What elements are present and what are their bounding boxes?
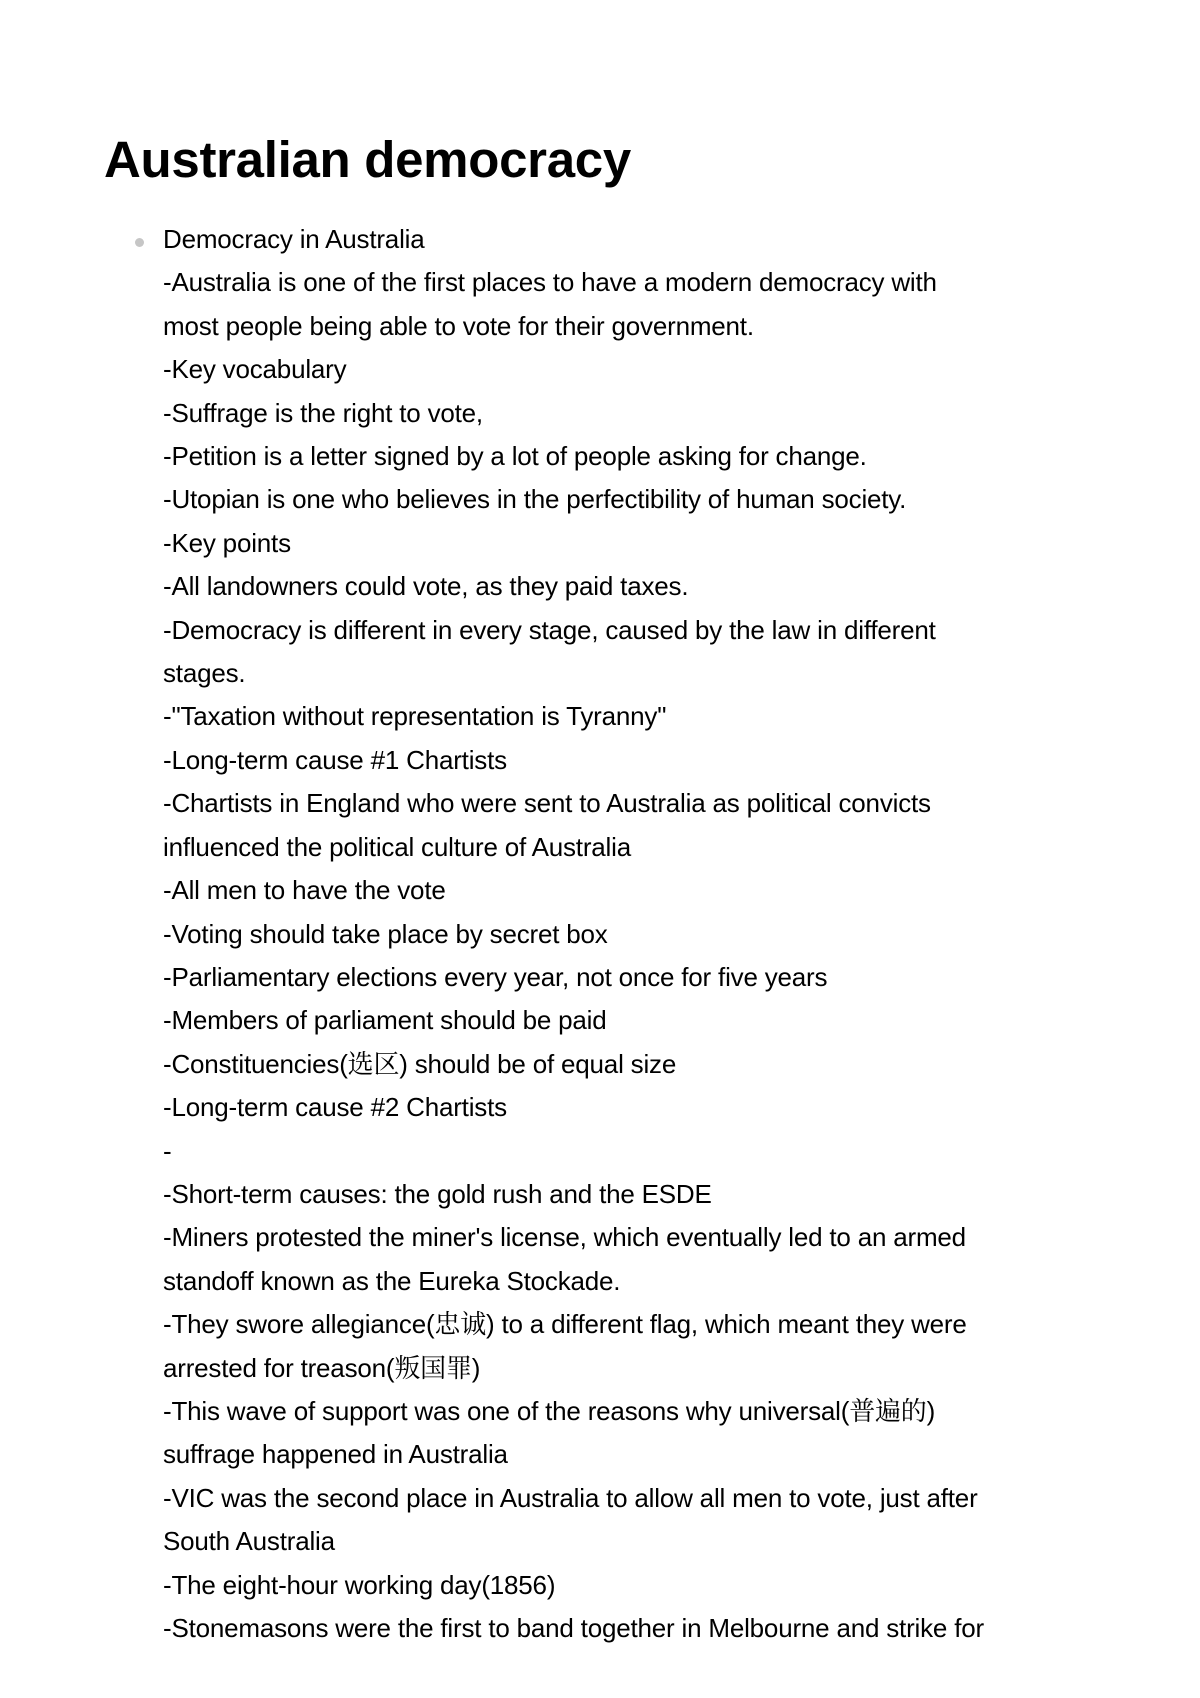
page-title: Australian democracy	[104, 131, 631, 188]
note-line: -Long-term cause #1 Chartists	[163, 744, 507, 775]
note-line: standoff known as the Eureka Stockade.	[163, 1265, 621, 1296]
note-line: -They swore allegiance(忠诚) to a different flag, which meant they were	[163, 1309, 967, 1340]
note-line: -Democracy is different in every stage, caused by the law in different	[163, 614, 936, 645]
note-line: -This wave of support was one of the reasons why universal(普遍的)	[163, 1395, 936, 1426]
note-line: -Key points	[163, 527, 291, 558]
note-line: -Short-term causes: the gold rush and the ESDE	[163, 1178, 712, 1209]
note-line: -Key vocabulary	[163, 354, 347, 385]
note-line: -Suffrage is the right to vote,	[163, 397, 483, 428]
note-line: -Parliamentary elections every year, not once for five years	[163, 961, 828, 992]
note-line: -Miners protested the miner's license, which eventually led to an armed	[163, 1222, 966, 1253]
note-line: -Australia is one of the first places to have a modern democracy with	[163, 267, 937, 298]
note-line: -The eight-hour working day(1856)	[163, 1569, 556, 1600]
note-line: -	[163, 1135, 172, 1166]
note-line: -Stonemasons were the first to band together in Melbourne and strike for	[163, 1613, 984, 1643]
note-line: influenced the political culture of Australia	[163, 831, 631, 862]
note-line: -All men to have the vote	[163, 875, 446, 906]
note-line: -All landowners could vote, as they paid taxes.	[163, 571, 689, 602]
note-line: most people being able to vote for their government.	[163, 310, 754, 341]
note-line: -Long-term cause #2 Chartists	[163, 1092, 507, 1123]
note-line: -"Taxation without representation is Tyranny"	[163, 701, 667, 732]
note-line: Democracy in Australia	[163, 224, 425, 254]
note-line: -Voting should take place by secret box	[163, 918, 608, 949]
note-line: -VIC was the second place in Australia to allow all men to vote, just after	[163, 1482, 978, 1513]
note-line: stages.	[163, 658, 246, 689]
note-line: -Constituencies(选区) should be of equal size	[163, 1048, 677, 1079]
list-item	[163, 218, 1103, 1650]
note-line: -Petition is a letter signed by a lot of people asking for change.	[163, 441, 867, 472]
note-line: suffrage happened in Australia	[163, 1439, 508, 1470]
note-line: -Members of parliament should be paid	[163, 1005, 607, 1036]
list-item-content	[163, 218, 1103, 1650]
bullet-list	[163, 218, 1103, 1650]
bullet-dot-icon	[135, 238, 144, 247]
note-line: South Australia	[163, 1526, 335, 1557]
note-line: -Utopian is one who believes in the perfectibility of human society.	[163, 484, 907, 515]
note-line: -Chartists in England who were sent to Australia as political convicts	[163, 788, 931, 819]
note-line: arrested for treason(叛国罪)	[163, 1352, 481, 1383]
